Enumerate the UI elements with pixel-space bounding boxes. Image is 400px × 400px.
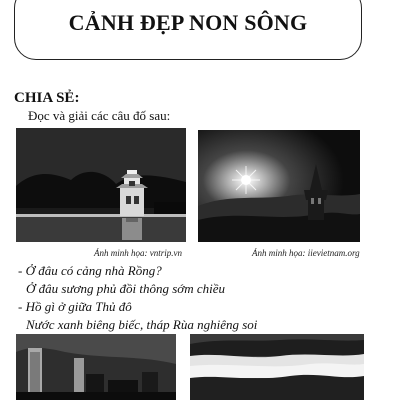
photo-city-skyline: [16, 334, 176, 400]
photo-turtle-tower: [16, 128, 186, 242]
instruction-text: Đọc và giải các câu đố sau:: [28, 108, 171, 123]
riddle-2-line-2: Nước xanh biêng biếc, tháp Rùa nghiêng soi: [26, 317, 258, 332]
photo-sunrise-church: [198, 130, 360, 242]
riddle-1-line-1: - Ở đâu có cảng nhà Rồng?: [18, 263, 162, 278]
photo-1-caption: Ảnh minh họa: vntrip.vn: [94, 248, 182, 258]
photo-2-caption: Ảnh minh họa: iievietnam.org: [252, 248, 360, 258]
section-heading: CHIA SẺ:: [14, 90, 80, 106]
riddle-2-line-1: - Hồ gì ở giữa Thủ đô: [18, 299, 132, 314]
page-title: CẢNH ĐẸP NON SÔNG: [68, 10, 308, 35]
photo-foggy-valley: [190, 334, 364, 400]
riddle-1-line-2: Ở đâu sương phủ đồi thông sớm chiều: [26, 281, 225, 296]
